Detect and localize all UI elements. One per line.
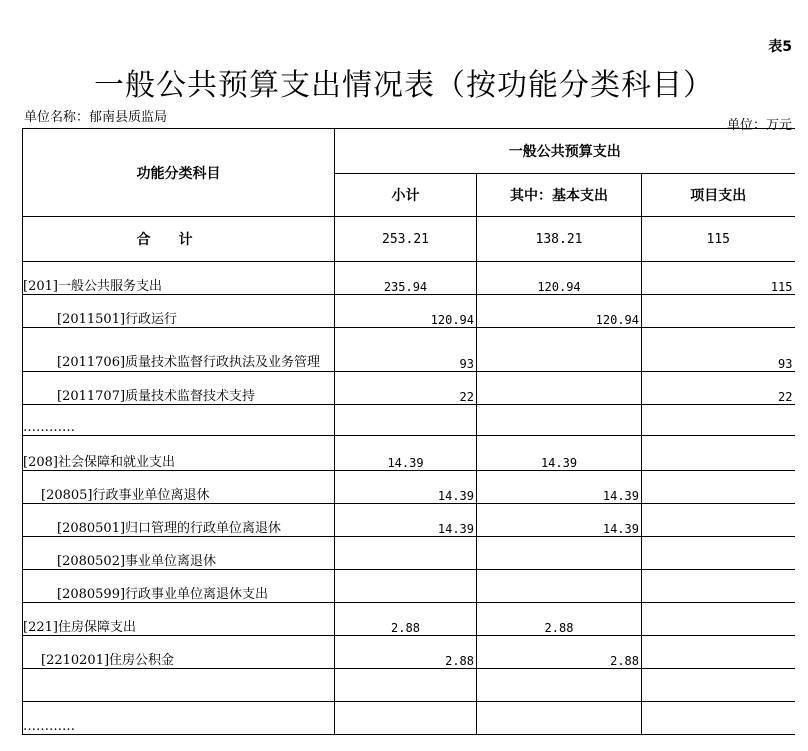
row-name: [2080501]归口管理的行政单位离退休: [23, 504, 335, 537]
row-subtotal: [335, 669, 477, 702]
row-subtotal: [335, 405, 477, 436]
row-name: …………: [23, 702, 335, 735]
table-row: [23, 603, 795, 636]
row-subtotal: 2.88: [335, 636, 477, 669]
row-basic: 120.94: [477, 262, 642, 295]
row-basic: [477, 537, 642, 570]
row-basic: 14.39: [477, 436, 642, 471]
row-name: [2080599]行政事业单位离退休支出: [23, 570, 335, 603]
row-project: [642, 436, 795, 471]
row-name: [221]住房保障支出: [23, 603, 335, 636]
table-row: [23, 372, 795, 405]
row-project: [642, 570, 795, 603]
row-basic: 14.39: [477, 504, 642, 537]
table-row: [23, 504, 795, 537]
row-project: 93: [642, 328, 795, 372]
row-project: 115: [642, 262, 795, 295]
total-subtotal: 253.21: [335, 217, 477, 262]
row-project: [642, 504, 795, 537]
table-row: [23, 537, 795, 570]
row-project: [642, 702, 795, 735]
row-subtotal: 235.94: [335, 262, 477, 295]
header-category: 功能分类科目: [23, 129, 335, 217]
row-project: [642, 669, 795, 702]
table-row: [23, 405, 795, 436]
row-basic: [477, 570, 642, 603]
row-name: [23, 669, 335, 702]
row-project: [642, 603, 795, 636]
row-subtotal: [335, 702, 477, 735]
row-project: [642, 295, 795, 328]
row-subtotal: 120.94: [335, 295, 477, 328]
table-row: [23, 702, 795, 735]
currency-unit-label: 单位：万元: [726, 118, 792, 133]
header-basic: 其中：基本支出: [477, 174, 642, 217]
row-basic: 14.39: [477, 471, 642, 504]
row-project: [642, 471, 795, 504]
unit-name-label: 单位名称：郁南县质监局: [24, 110, 168, 125]
header-subtotal: 小计: [335, 174, 477, 217]
row-subtotal: 2.88: [335, 603, 477, 636]
row-name: [2011707]质量技术监督技术支持: [23, 372, 335, 405]
row-name: [23, 328, 335, 372]
row-name: …………: [23, 405, 335, 436]
row-basic: [477, 372, 642, 405]
total-row: [23, 217, 795, 262]
row-name: [2011501]行政运行: [23, 295, 335, 328]
row-subtotal: [335, 537, 477, 570]
row-basic: 2.88: [477, 636, 642, 669]
row-name: [2210201]住房公积金: [23, 636, 335, 669]
row-name: [208]社会保障和就业支出: [23, 436, 335, 471]
row-name: [201]一般公共服务支出: [23, 262, 335, 295]
row-subtotal: 93: [335, 328, 477, 372]
table-row: [23, 328, 795, 372]
table-row: [23, 636, 795, 669]
budget-table: [22, 128, 795, 735]
row-subtotal: 14.39: [335, 504, 477, 537]
row-basic: [477, 328, 642, 372]
table-row: [23, 295, 795, 328]
row-subtotal: 22: [335, 372, 477, 405]
table-row: [23, 570, 795, 603]
row-subtotal: [335, 570, 477, 603]
total-basic: 138.21: [477, 217, 642, 262]
header-general-budget: 一般公共预算支出: [335, 129, 795, 174]
row-subtotal: 14.39: [335, 436, 477, 471]
total-label: 合计: [23, 217, 335, 262]
row-name: [2080502]事业单位离退休: [23, 537, 335, 570]
table-row: [23, 436, 795, 471]
row-basic: 2.88: [477, 603, 642, 636]
table-row: [23, 669, 795, 702]
header-project: 项目支出: [642, 174, 795, 217]
row-subtotal: 14.39: [335, 471, 477, 504]
row-project: [642, 636, 795, 669]
row-name-text: [2011706]质量技术监督行政执法及业务管理: [57, 355, 321, 370]
row-basic: 120.94: [477, 295, 642, 328]
row-basic: [477, 405, 642, 436]
row-project: 22: [642, 372, 795, 405]
row-name: [20805]行政事业单位离退休: [23, 471, 335, 504]
row-project: [642, 405, 795, 436]
row-basic: [477, 702, 642, 735]
row-basic: [477, 669, 642, 702]
table-number: 表5: [768, 39, 792, 55]
row-project: [642, 537, 795, 570]
table-row: [23, 471, 795, 504]
page-title: 一般公共预算支出情况表（按功能分类科目）: [94, 68, 714, 103]
total-project: 115: [642, 217, 795, 262]
table-row: [23, 262, 795, 295]
